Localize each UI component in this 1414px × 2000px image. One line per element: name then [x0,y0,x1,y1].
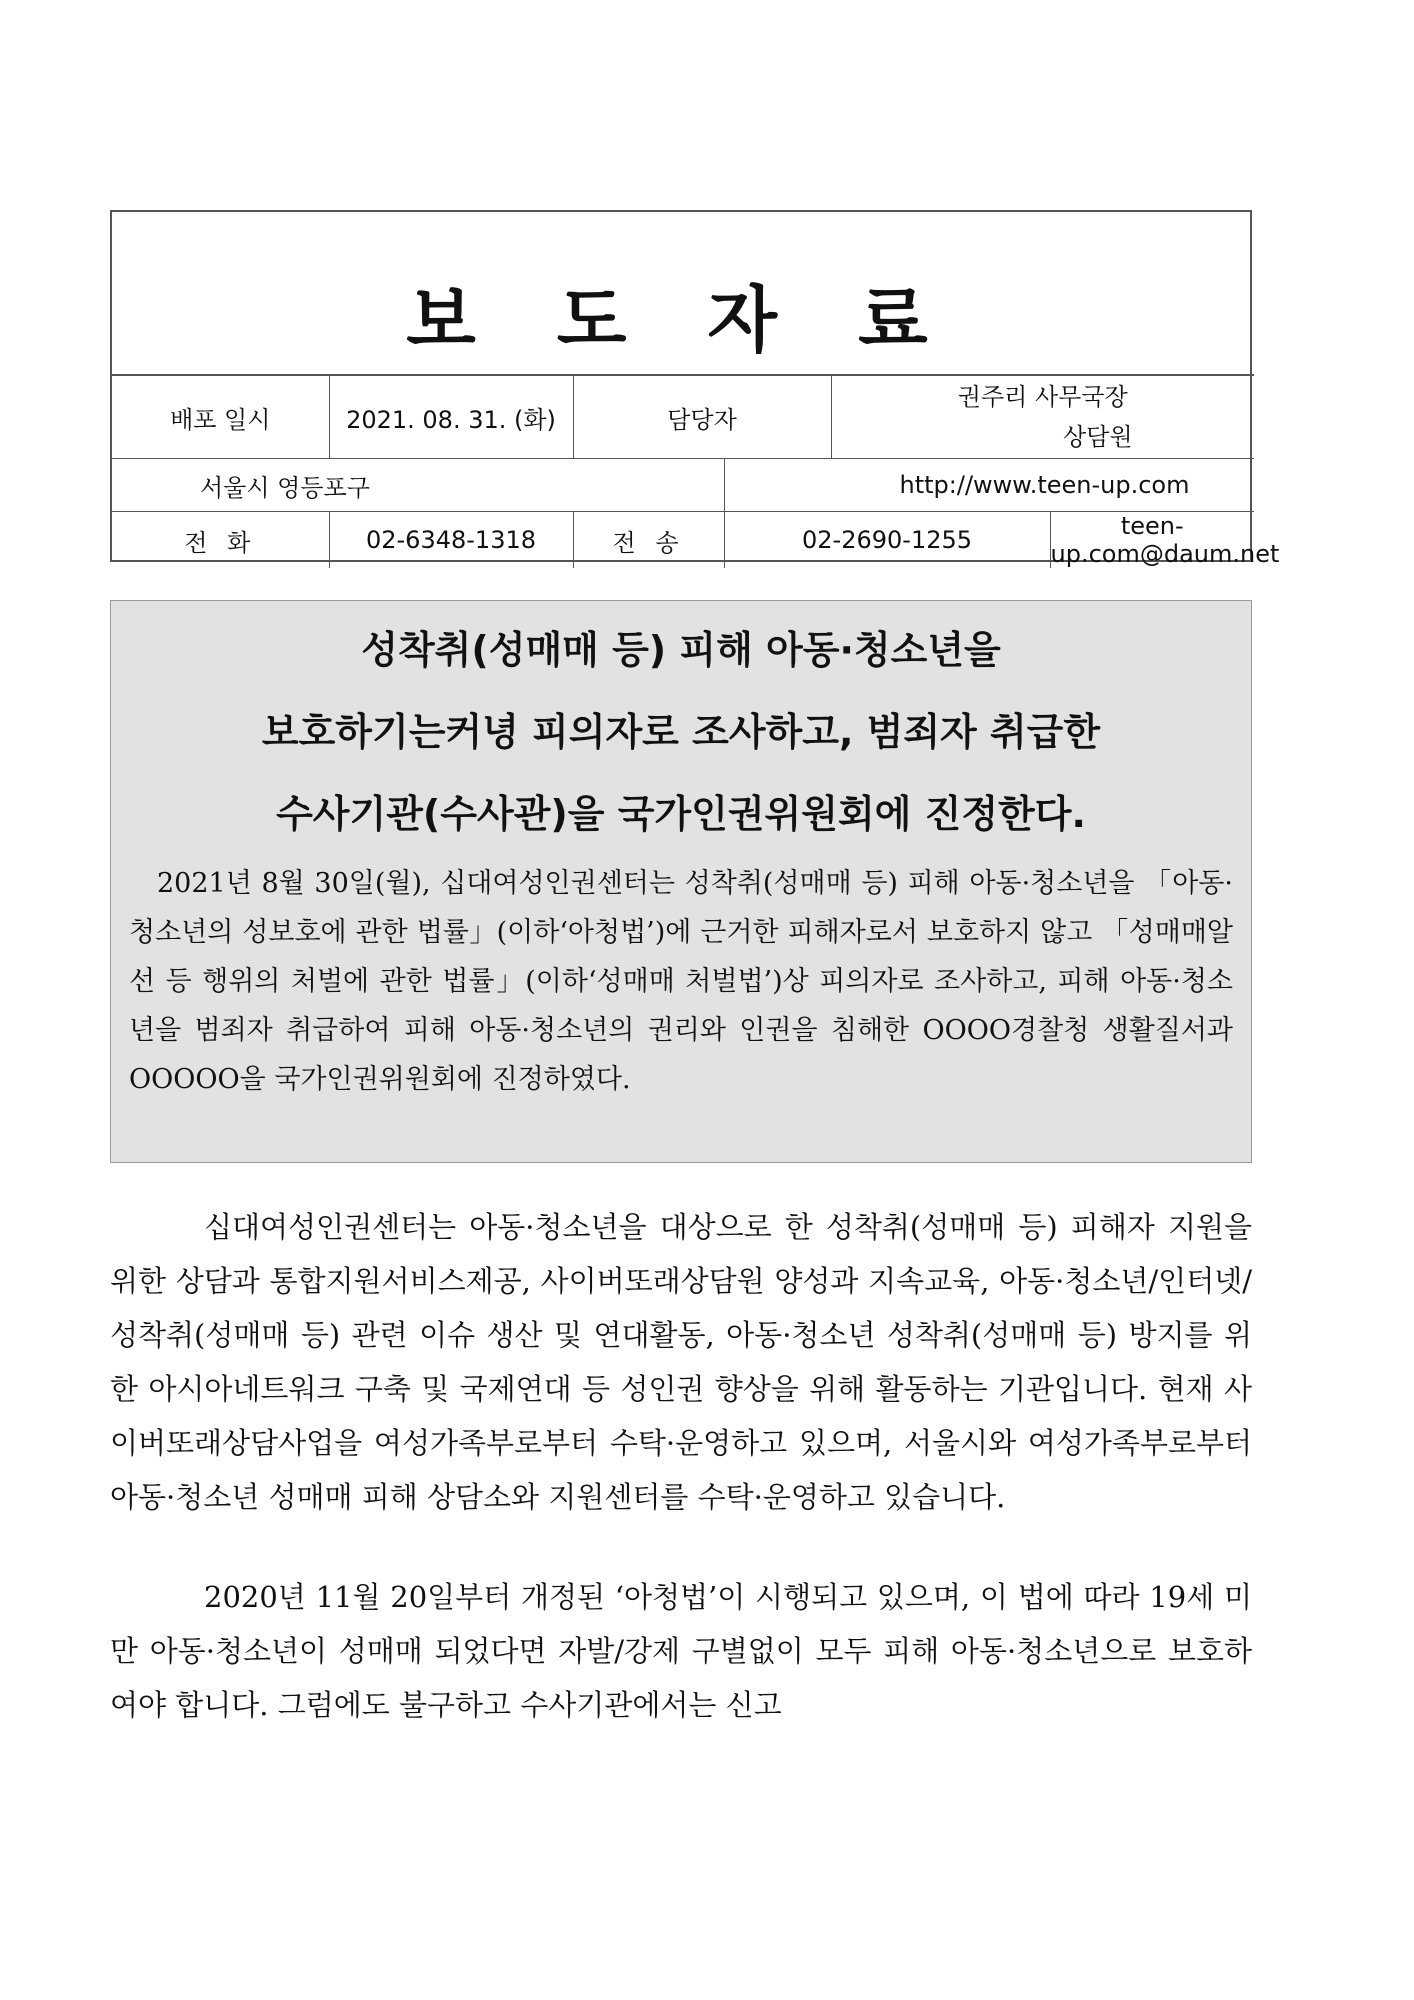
phone-number: 02-6348-1318 [329,512,573,569]
headline-line-1: 성착취(성매매 등) 피해 아동·청소년을 [361,628,1001,672]
body-paragraph-2: 2020년 11월 20일부터 개정된 ‘아청법’이 시행되고 있으며, 이 법에 따라 19세 미만 아동·청소년이 성매매 되었다면 자발/강제 구별없이 모두 피해 아동·청소년으로 보호하여야 합니다. 그럼에도 불구하고 수사기관에서는 신고 [110,1580,1252,1722]
contact-person-value [831,375,1254,459]
fax-number: 02-2690-1255 [724,512,1050,569]
address: 서울시 영등포구 [112,459,724,512]
contact-person-role: 상담원 [1062,423,1133,451]
release-date-value: 2021. 08. 31. (화) [329,375,573,459]
headline-line-2: 보호하기는커녕 피의자로 조사하고, 범죄자 취급한 [261,710,1101,754]
contact-person-name: 권주리 사무국장 [957,383,1128,411]
email-address[interactable]: teen-up.com@daum.net [1050,512,1280,568]
phone-label: 전 화 [112,512,329,569]
summary-paragraph: 2021년 8월 30일(월), 십대여성인권센터는 성착취(성매매 등) 피해 아동·청소년을 「아동·청소년의 성보호에 관한 법률」(이하‘아청법’)에 근거한 피해자로서 보호하지 않고 「성매매알선 등 행위의 처벌에 관한 법률」(이하‘성매매 처벌법’)상 피의자로 조사하고, 피해 아동·청소년을 범죄자 취급하여 피해 아동·청소년의 권리와 인권을 침해한 OOOO경찰청 생활질서과 OOOOO을 국가인권위원회에 진정하였다. [129,868,1233,1095]
release-info-table [112,374,1280,568]
fax-label: 전 송 [573,512,724,569]
release-date-label: 배포 일시 [112,375,329,459]
address-row [112,459,1254,512]
contact-person-label: 담당자 [573,375,831,459]
phone-row [112,512,1254,569]
release-row [112,375,1254,459]
document-title: 보 도 자 료 [406,278,956,362]
summary-box [110,600,1252,1163]
website-link[interactable]: http://www.teen-up.com [724,459,1254,512]
headline-line-3: 수사기관(수사관)을 국가인권위원회에 진정한다. [276,792,1086,836]
body-paragraph-1: 십대여성인권센터는 아동·청소년을 대상으로 한 성착취(성매매 등) 피해자 지원을 위한 상담과 통합지원서비스제공, 사이버또래상담원 양성과 지속교육, 아동·청소년/인터넷/성착취(성매매 등) 관련 이슈 생산 및 연대활동, 아동·청소년 성착취(성매매 등) 방지를 위한 아시아네트워크 구축 및 국제연대 등 성인권 향상을 위해 활동하는 기관입니다. 현재 사이버또래상담사업을 여성가족부로부터 수탁·운영하고 있으며, 서울시와 여성가족부로부터 아동·청소년 성매매 피해 상담소와 지원센터를 수탁·운영하고 있습니다. [110,1210,1252,1514]
press-release-header [110,210,1280,568]
